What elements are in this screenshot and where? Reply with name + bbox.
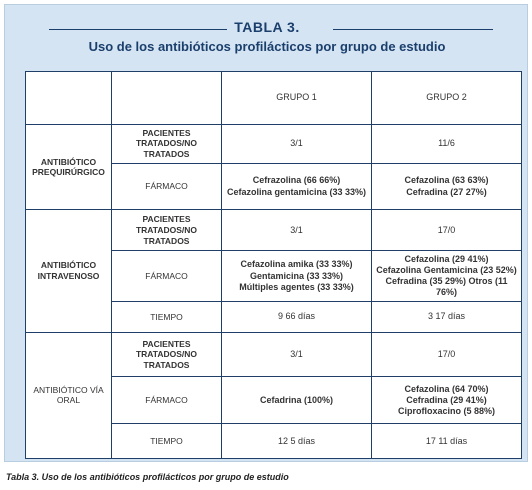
cell-value: 3 17 días <box>372 302 522 333</box>
cell-value: 3/1 <box>222 332 372 377</box>
cell-value: 11/6 <box>372 124 522 163</box>
cell-value: 17/0 <box>372 210 522 251</box>
section-label-via-oral: ANTIBIÓTICO VÍA ORAL <box>26 332 112 458</box>
drug-line: Cefazolina (64 70%) <box>404 383 489 394</box>
cell-value <box>372 251 522 302</box>
cell-value <box>372 163 522 210</box>
row-label-pacientes: PACIENTES TRATADOS/NO TRATADOS <box>112 332 222 377</box>
drug-line: Cefradina (35 29%) Otros (11 76%) <box>385 276 508 298</box>
section-label-prequirurgico: ANTIBIÓTICO PREQUIRÚRGICO <box>26 124 112 210</box>
drug-line: Cefazolina Gentamicina (23 52%) <box>376 264 517 275</box>
cell-value: 3/1 <box>222 210 372 251</box>
row-label-farmaco: FÁRMACO <box>112 377 222 424</box>
row-label-farmaco: FÁRMACO <box>112 251 222 302</box>
drug-line: Gentamicina (33 33%) <box>249 270 344 281</box>
cell-value: 9 66 días <box>222 302 372 333</box>
column-header-grupo-1: GRUPO 1 <box>222 72 372 125</box>
cell-value: 3/1 <box>222 124 372 163</box>
table-row <box>26 124 522 163</box>
table-title: TABLA 3. <box>234 19 300 35</box>
row-label-farmaco: FÁRMACO <box>112 163 222 210</box>
table-row <box>26 210 522 251</box>
row-label-tiempo: TIEMPO <box>112 424 222 459</box>
cell-value <box>372 377 522 424</box>
empty-header-cell <box>112 72 222 125</box>
drug-line: Cefradina (29 41%) <box>406 394 487 405</box>
cell-value <box>222 251 372 302</box>
table-panel <box>4 4 528 462</box>
drug-line: Cefradina (27 27%) <box>406 186 487 197</box>
cell-value: 17 11 días <box>372 424 522 459</box>
row-label-pacientes: PACIENTES TRATADOS/NO TRATADOS <box>112 210 222 251</box>
drug-line: Cefazolina (29 41%) <box>404 253 489 264</box>
cell-value: Cefadrina (100%) <box>222 377 372 424</box>
table-row <box>26 332 522 377</box>
column-header-grupo-2: GRUPO 2 <box>372 72 522 125</box>
title-block <box>5 19 529 54</box>
cell-value: 17/0 <box>372 332 522 377</box>
drug-line: Cefazolina (63 63%) <box>404 175 489 186</box>
drug-line: Cefazolina gentamicina (33 33%) <box>226 186 367 197</box>
figure-caption: Tabla 3. Uso de los antibióticos profilácticos por grupo de estudio <box>6 472 289 482</box>
drug-line: Cefazolina amika (33 33%) <box>240 259 353 270</box>
row-label-tiempo: TIEMPO <box>112 302 222 333</box>
row-label-pacientes: PACIENTES TRATADOS/NO TRATADOS <box>112 124 222 163</box>
antibiotic-table <box>25 71 522 459</box>
drug-line: Múltiples agentes (33 33%) <box>239 281 354 292</box>
header-row <box>26 72 522 125</box>
empty-header-cell <box>26 72 112 125</box>
drug-line: Ciprofloxacino (5 88%) <box>397 406 496 417</box>
drug-line: Cefrazolina (66 66%) <box>252 175 341 186</box>
section-label-intravenoso: ANTIBIÓTICO INTRAVENOSO <box>26 210 112 332</box>
cell-value: 12 5 días <box>222 424 372 459</box>
cell-value <box>222 163 372 210</box>
table-subtitle: Uso de los antibióticos profilácticos por grupo de estudio <box>88 39 446 54</box>
